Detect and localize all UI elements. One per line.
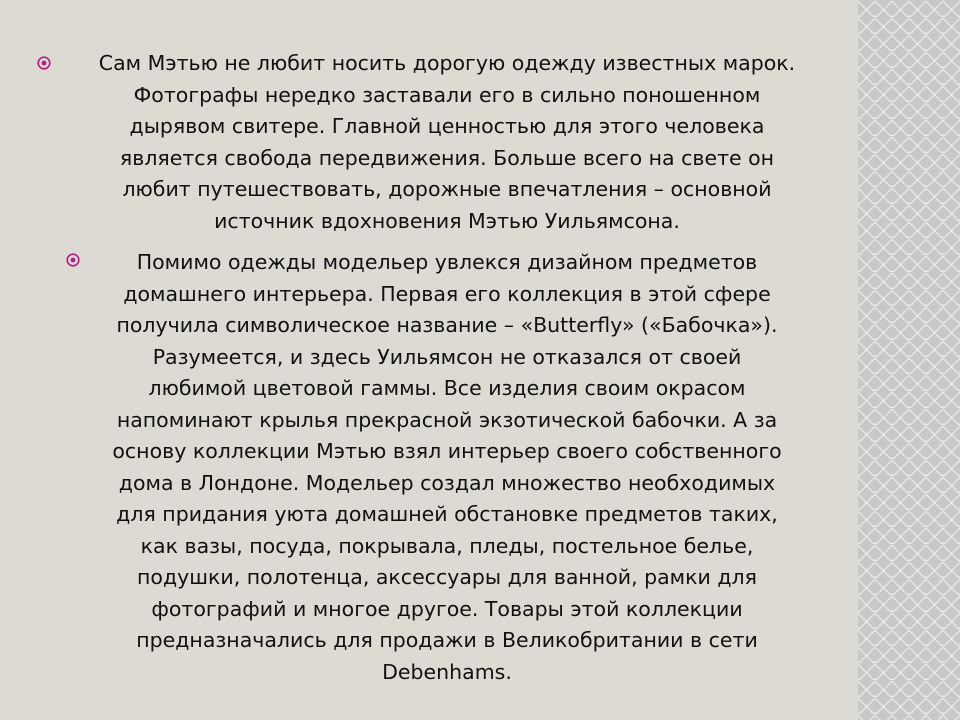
decorative-side-strip [858, 0, 960, 720]
bullet-paragraph-1 [38, 48, 856, 237]
bullet-paragraph-2 [38, 247, 856, 688]
paragraph-line: любит путешествовать, дорожные впечатления – основной [122, 177, 772, 201]
paragraph-line: является свобода передвижения. Больше всего на свете он [119, 145, 775, 170]
paragraph-line: Debenhams. [382, 659, 512, 684]
paragraph-line: любимой цветовой гаммы. Все изделия своим окрасом [148, 376, 746, 400]
paragraph-line: основу коллекции Мэтью взял интерьер своего собственного [112, 439, 782, 463]
paragraph-line: предназначались для продажи в Великобритании в сети [136, 628, 758, 652]
paragraph-line: домашнего интерьера. Первая его коллекция в этой сфере [123, 281, 771, 306]
paragraph-line: дырявом свитере. Главной ценностью для этого человека [129, 114, 765, 138]
paragraph-line: источник вдохновения Мэтью Уильямсона. [214, 208, 680, 233]
paragraph-line: получила символическое название – «Butterfly» («Бабочка»). [116, 313, 778, 337]
paragraph-line: как вазы, посуда, покрывала, пледы, постельное белье, [140, 533, 754, 558]
paragraph-line: Помимо одежды модельер увлекся дизайном предметов [136, 250, 758, 274]
paragraph-line: для придания уюта домашней обстановке предметов таких, [116, 502, 778, 526]
paragraph-line: Фотографы нередко заставали его в сильно поношенном [133, 82, 761, 107]
paragraph-line: Разумеется, и здесь Уильямсон не отказался от своей [152, 344, 742, 369]
paragraph-line: напоминают крылья прекрасной экзотической бабочки. А за [116, 407, 778, 432]
paragraph-line: Сам Мэтью не любит носить дорогую одежду известных марок. [98, 51, 796, 75]
paragraph-line: фотографий и многое другое. Товары этой коллекции [151, 596, 743, 621]
paragraph-line: подушки, полотенца, аксессуары для ванной, рамки для [137, 565, 757, 589]
paragraph-line: дома в Лондоне. Модельер создал множество необходимых [118, 470, 776, 495]
